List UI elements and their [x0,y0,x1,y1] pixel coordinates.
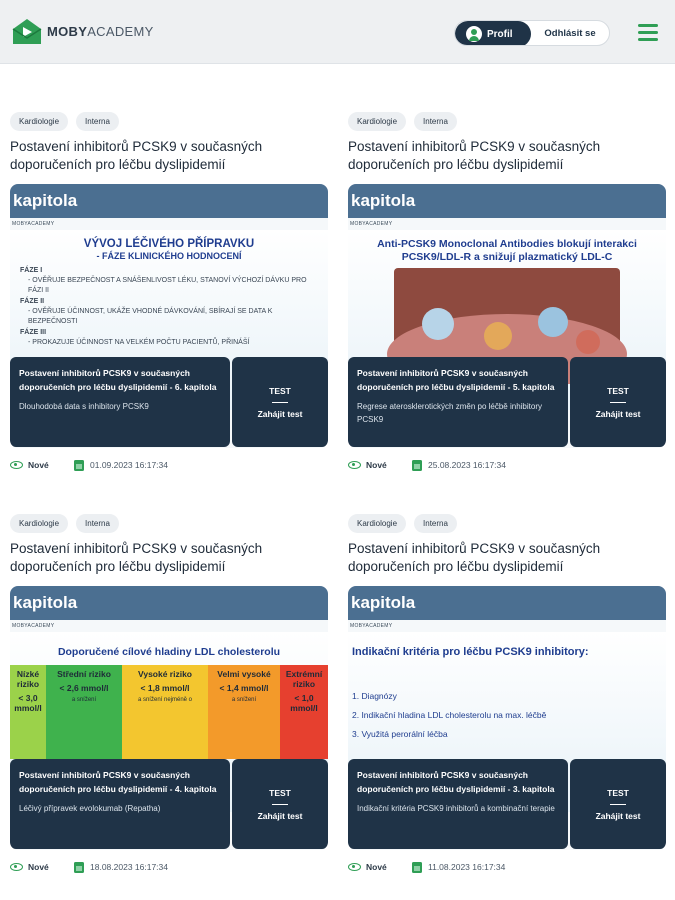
chapter-title: Postavení inhibitorů PCSK9 v současných doporučeních pro léčbu dyslipidemií - 6. kapitola [19,368,217,392]
thumb-brand: MOBYACADEMY [350,221,393,227]
divider [272,804,288,805]
tag-list [348,514,666,533]
new-badge: Nové [10,460,74,470]
eye-icon [348,863,361,871]
card-date: 18.08.2023 16:17:34 [74,862,168,873]
card-overlay [348,357,666,447]
indication-item: 1. Diagnózy [352,691,397,701]
tag-kardiologie[interactable]: Kardiologie [348,514,406,533]
card-overlay [10,759,328,849]
card-date: 01.09.2023 16:17:34 [74,460,168,471]
ldl-risk-table [10,665,328,759]
tag-interna[interactable]: Interna [76,514,119,533]
risk-col-medium: Střední riziko ˂ 2,6 mmol/l a snížení [46,665,122,759]
risk-col-low: Nízké riziko ˂ 3,0 mmol/l [10,665,46,759]
auth-group [454,20,610,46]
risk-col-extreme: Extrémní riziko ˂ 1,0 mmol/l [280,665,328,759]
chapter-title: Postavení inhibitorů PCSK9 v současných doporučeních pro léčbu dyslipidemií - 3. kapitola [357,770,555,794]
card-title[interactable]: Postavení inhibitorů PCSK9 v současných doporučeních pro léčbu dyslipidemií [10,139,263,172]
start-test-label: Zahájit test [257,408,303,419]
thumb-brand: MOBYACADEMY [12,221,55,227]
new-badge: Nové [348,460,412,470]
thumb-header: kapitola [10,586,328,620]
tag-list [10,514,328,533]
slide-title: Anti-PCSK9 Monoclonal Antibodies blokují interakci PCSK9/LDL-R a snižují plazmatický LDL-C [377,238,637,263]
start-test-label: Zahájit test [595,408,641,419]
tag-interna[interactable]: Interna [414,112,457,131]
course-card[interactable] [348,112,666,473]
thumb-header: kapitola [348,586,666,620]
start-test-button[interactable] [570,759,666,849]
chapter-info[interactable] [10,759,230,849]
card-title[interactable]: Postavení inhibitorů PCSK9 v současných doporučeních pro léčbu dyslipidemií [348,139,601,172]
thumb-brand: MOBYACADEMY [350,623,393,629]
chapter-subtitle: Léčivý přípravek evolokumab (Repatha) [19,804,161,813]
tag-kardiologie[interactable]: Kardiologie [348,112,406,131]
card-overlay [348,759,666,849]
profile-button[interactable] [455,21,531,46]
chapter-info[interactable] [10,357,230,447]
start-test-button[interactable] [570,357,666,447]
divider [272,402,288,403]
slide-title: VÝVOJ LÉČIVÉHO PŘÍPRAVKU [83,238,255,250]
slide-lines: FÁZE I - OVĚŘUJE BEZPEČNOST A SNÁŠENLIVOST LÉKU, STANOVÍ VÝCHOZÍ DÁVKU PRO FÁZI II FÁZE II - OVĚŘUJE ÚČINNOST, UKÁŽE VHODNÉ DÁVKOVÁNÍ, SBÍRAJÍ SE DATA K BEZPEČNOSTI FÁZE III - PROKAZUJE ÚČINNOST NA VELKÉM POČTU PACIENTŮ, PŘINÁŠÍ [20,267,307,346]
card-thumbnail[interactable] [10,184,328,448]
new-badge: Nové [348,862,412,872]
test-label: TEST [269,787,291,798]
test-label: TEST [607,385,629,396]
profile-label: Profil [487,28,513,40]
tag-list [348,112,666,131]
card-thumbnail[interactable] [348,184,666,448]
course-card[interactable] [10,514,328,875]
chapter-title: Postavení inhibitorů PCSK9 v současných doporučeních pro léčbu dyslipidemií - 5. kapitola [357,368,555,392]
indication-item: 3. Využitá perorální léčba [352,729,448,739]
card-thumbnail[interactable] [10,586,328,850]
logo-text: MOBYACADEMY [47,23,154,39]
test-label: TEST [269,385,291,396]
chapter-subtitle: Indikační kritéria PCSK9 inhibitorů a kombinační terapie [357,804,555,813]
moby-logo-icon [11,16,43,46]
card-date: 11.08.2023 16:17:34 [412,862,505,873]
start-test-button[interactable] [232,759,328,849]
card-meta [348,457,666,473]
tag-kardiologie[interactable]: Kardiologie [10,514,68,533]
course-card[interactable] [348,514,666,875]
calendar-icon [412,862,422,873]
card-meta [10,457,328,473]
calendar-icon [74,862,84,873]
start-test-label: Zahájit test [257,810,303,821]
calendar-icon [412,460,422,471]
course-card[interactable] [10,112,328,473]
new-badge: Nové [10,862,74,872]
start-test-label: Zahájit test [595,810,641,821]
thumb-brand: MOBYACADEMY [12,623,55,629]
logout-button[interactable]: Odhlásit se [544,27,596,39]
card-meta [10,859,328,875]
card-title[interactable]: Postavení inhibitorů PCSK9 v současných doporučeních pro léčbu dyslipidemií [10,541,263,574]
indication-list [348,681,666,750]
tag-interna[interactable]: Interna [76,112,119,131]
indication-item: 2. Indikační hladina LDL cholesterolu na max. léčbě [352,710,547,720]
card-overlay [10,357,328,447]
thumb-header: kapitola [348,184,666,218]
top-header [0,0,675,64]
user-icon [466,26,482,42]
slide-title: Indikační kritéria pro léčbu PCSK9 inhibitory: [352,646,589,658]
divider [610,804,626,805]
eye-icon [10,461,23,469]
start-test-button[interactable] [232,357,328,447]
menu-icon[interactable] [638,24,658,42]
risk-col-high: Vysoké riziko ˂ 1,8 mmol/l a snížení nejméně o [122,665,208,759]
card-date: 25.08.2023 16:17:34 [412,460,506,471]
test-label: TEST [607,787,629,798]
card-title[interactable]: Postavení inhibitorů PCSK9 v současných doporučeních pro léčbu dyslipidemií [348,541,601,574]
eye-icon [10,863,23,871]
calendar-icon [74,460,84,471]
card-meta [348,859,666,875]
chapter-subtitle: Regrese aterosklerotických změn po léčbě inhibitory PCSK9 [357,402,542,424]
slide-title: Doporučené cílové hladiny LDL cholesterolu [57,646,281,658]
slide-subtitle: - FÁZE KLINICKÉHO HODNOCENÍ [96,251,242,261]
chapter-subtitle: Dlouhodobá data s inhibitory PCSK9 [19,402,149,411]
tag-list [10,112,328,131]
logo[interactable] [11,16,154,46]
risk-col-very-high: Velmi vysoké ˂ 1,4 mmol/l a snížení [208,665,280,759]
tag-kardiologie[interactable]: Kardiologie [10,112,68,131]
tag-interna[interactable]: Interna [414,514,457,533]
chapter-info[interactable] [348,759,568,849]
thumb-header: kapitola [10,184,328,218]
eye-icon [348,461,361,469]
chapter-info[interactable] [348,357,568,447]
card-thumbnail[interactable] [348,586,666,850]
divider [610,402,626,403]
chapter-title: Postavení inhibitorů PCSK9 v současných doporučeních pro léčbu dyslipidemií - 4. kapitola [19,770,217,794]
